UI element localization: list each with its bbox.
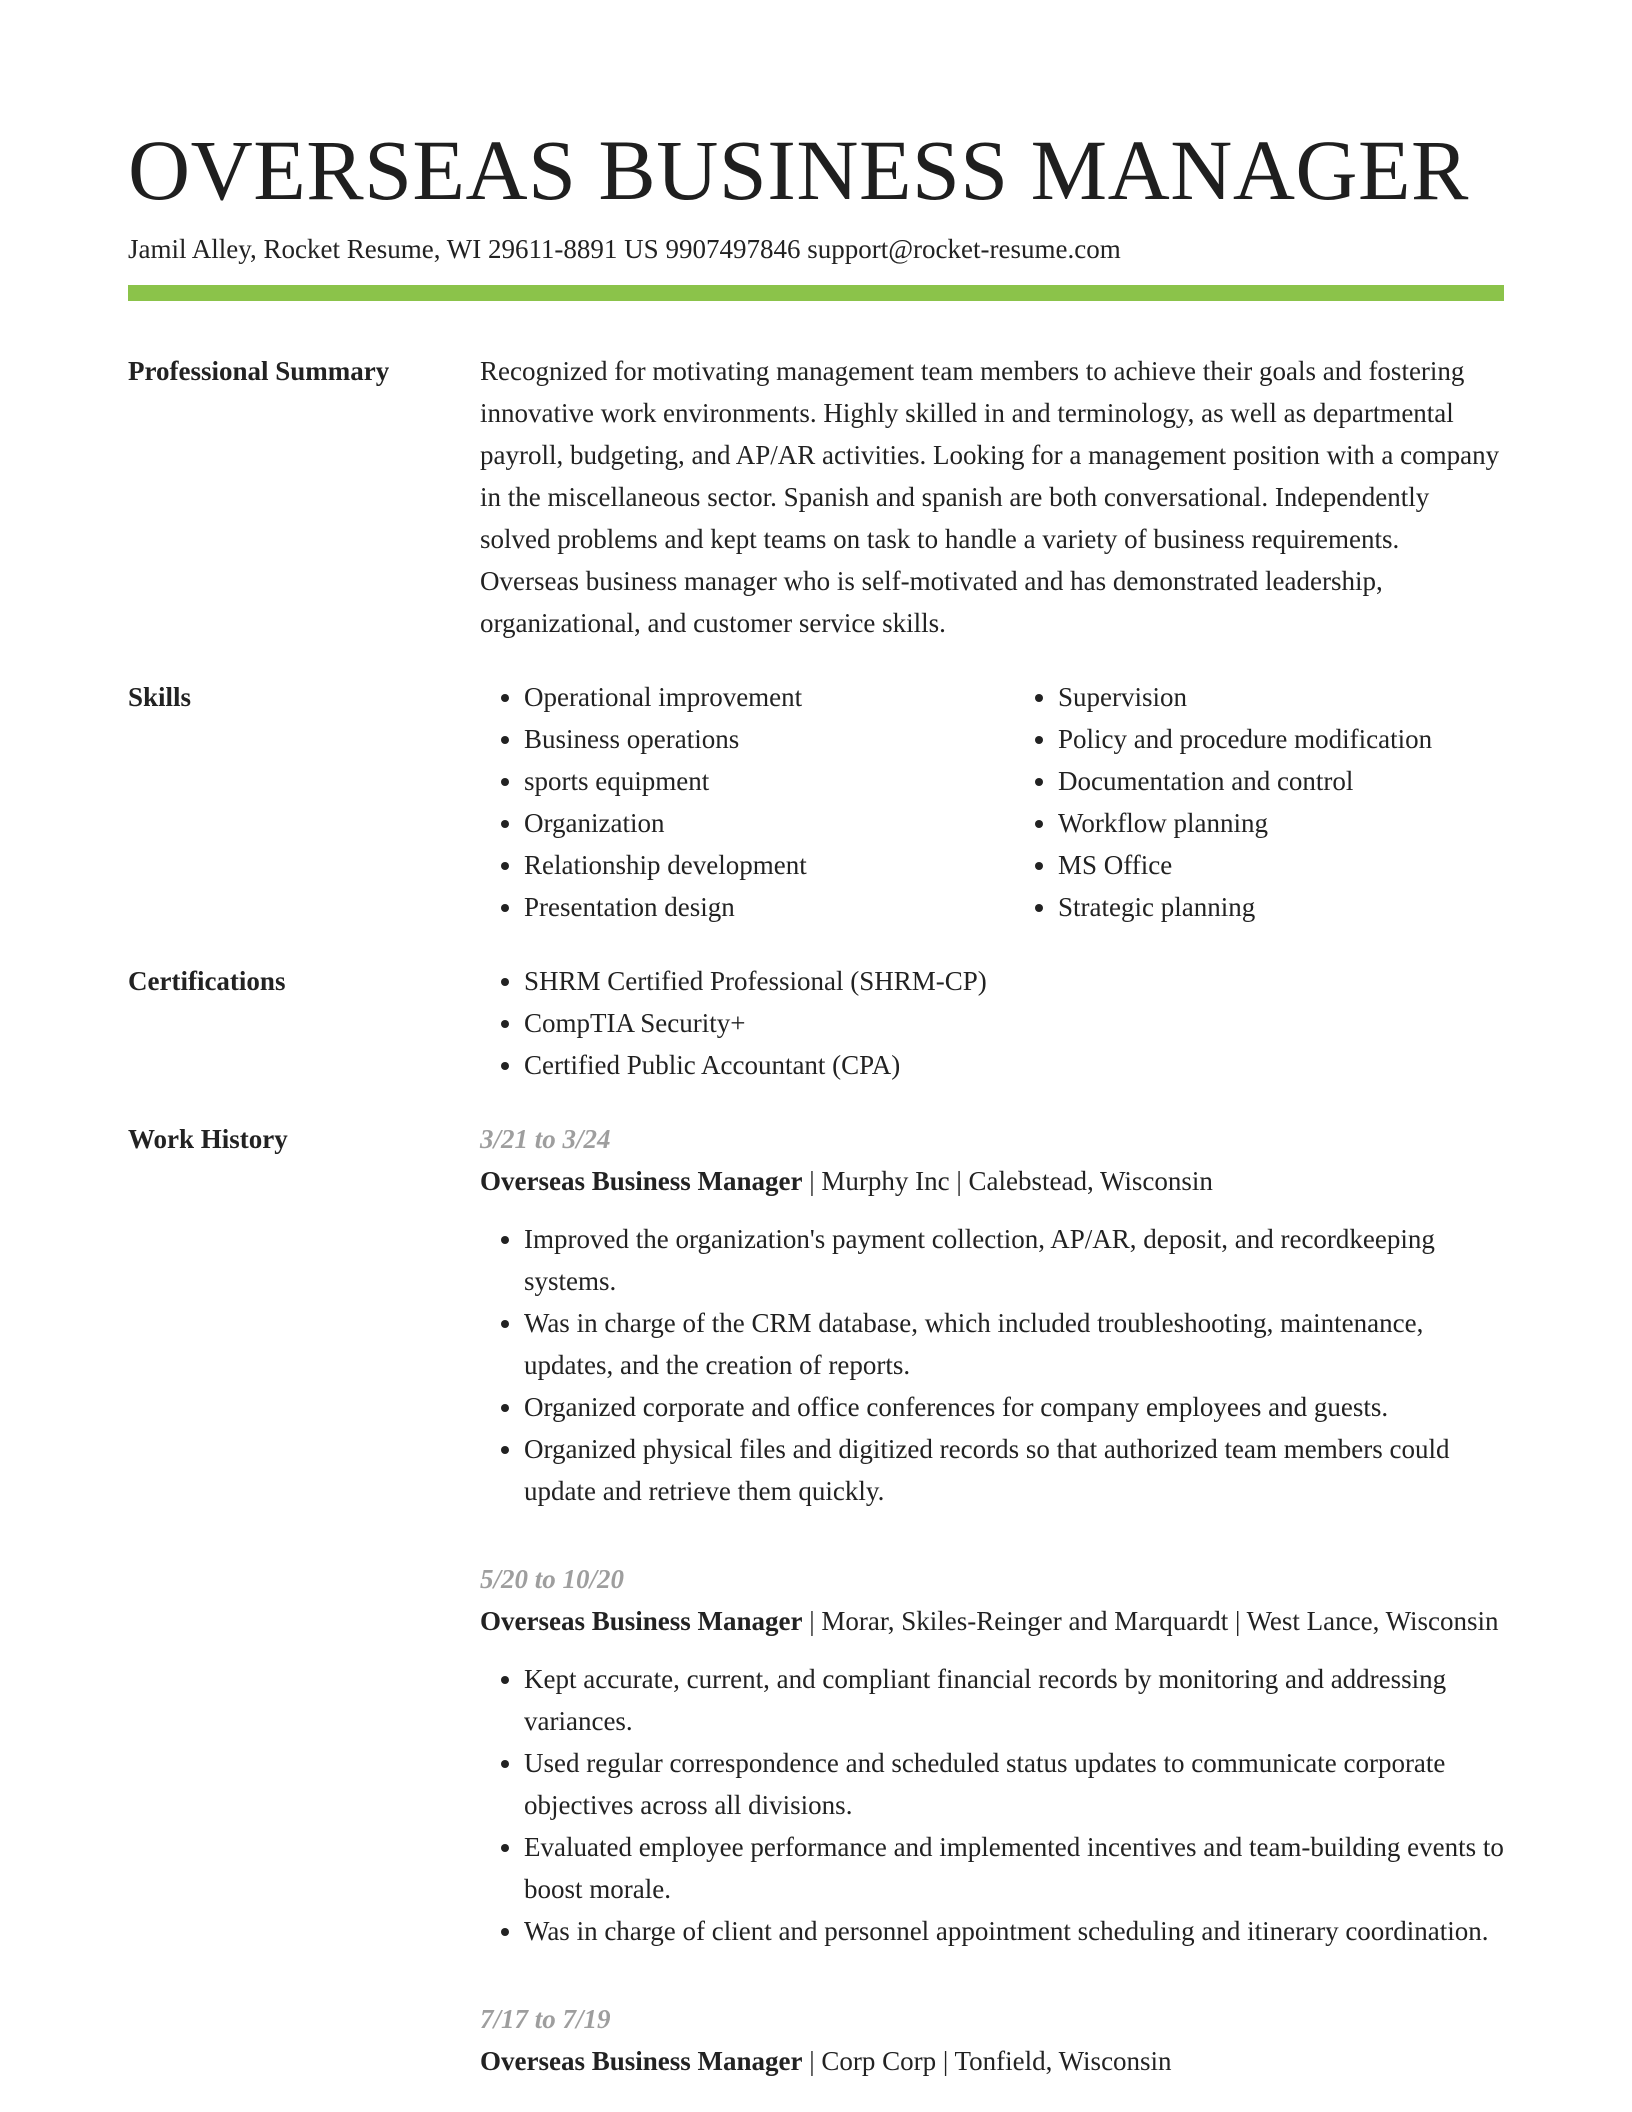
skill-item: • Relationship development [524,844,970,886]
certifications-heading: Certifications [128,966,286,996]
skill-item: • Operational improvement [524,676,970,718]
accent-divider [128,285,1504,301]
job-heading [480,2040,1504,2082]
job-entry [480,1118,1504,1512]
certifications-body [480,960,1504,1086]
job-dates: 3/21 to 3/24 [480,1124,611,1154]
skill-item: • Strategic planning [1058,886,1504,928]
skill-item: • MS Office [1058,844,1504,886]
job-dates: 7/17 to 7/19 [480,2004,611,2034]
skill-item: • Policy and procedure modification [1058,718,1504,760]
skill-item: • Business operations [524,718,970,760]
job-bullet: • Was in charge of client and personnel appointment scheduling and itinerary coordination. [524,1910,1504,1952]
job-bullet: • Organized physical files and digitized records so that authorized team members could update and retrieve them quickly. [524,1428,1504,1512]
job-employer-location: | Murphy Inc | Calebstead, Wisconsin [802,1166,1213,1196]
skills-list-left [480,676,970,928]
contact-line: Jamil Alley, Rocket Resume, WI 29611-8891 US 9907497846 support@rocket-resume.com [128,234,1121,264]
skills-columns [480,676,1504,928]
work-history-heading: Work History [128,1124,288,1154]
job-employer-location: | Morar, Skiles-Reinger and Marquardt | West Lance, Wisconsin [802,1606,1499,1636]
skills-body [480,676,1504,928]
summary-text: Recognized for motivating management team members to achieve their goals and fostering innovative work environments. Highly skilled in and terminology, as well as departmental payroll, budgeting, and AP/AR activities. Looking for a management position with a company in the miscellaneous sector. Spanish and spanish are both conversational. Independently solved problems and kept teams on task to handle a variety of business requirements. Overseas business manager who is self-motivated and has demonstrated leadership, organizational, and customer service skills. [480,356,1500,638]
skill-item: • Documentation and control [1058,760,1504,802]
certification-item: • CompTIA Security+ [524,1002,1504,1044]
certification-item: • SHRM Certified Professional (SHRM-CP) [524,960,1504,1002]
job-entry [480,1558,1504,1952]
certification-item: • Certified Public Accountant (CPA) [524,1044,1504,1086]
certifications-list [480,960,1504,1086]
job-bullet: • Evaluated employee performance and implemented incentives and team-building events to boost morale. [524,1826,1504,1910]
work-history-body [480,1118,1504,2082]
job-entry [480,1998,1504,2082]
job-title: Overseas Business Manager [480,2046,803,2076]
skills-list-right [1014,676,1504,928]
skill-item: • sports equipment [524,760,970,802]
job-bullet: • Improved the organization's payment collection, AP/AR, deposit, and recordkeeping systems. [524,1218,1504,1302]
job-bullets [480,1658,1504,1952]
job-dates: 5/20 to 10/20 [480,1564,625,1594]
job-bullet: • Used regular correspondence and scheduled status updates to communicate corporate objectives across all divisions. [524,1742,1504,1826]
job-heading [480,1600,1504,1642]
skill-item: • Workflow planning [1058,802,1504,844]
skill-item: • Presentation design [524,886,970,928]
job-bullet: • Organized corporate and office conferences for company employees and guests. [524,1386,1504,1428]
summary-body [480,350,1504,644]
job-heading [480,1160,1504,1202]
summary-heading: Professional Summary [128,356,390,386]
job-bullet: • Kept accurate, current, and compliant financial records by monitoring and addressing variances. [524,1658,1504,1742]
job-bullet: • Was in charge of the CRM database, which included troubleshooting, maintenance, updates, and the creation of reports. [524,1302,1504,1386]
job-title: Overseas Business Manager [480,1166,803,1196]
skills-heading: Skills [128,682,192,712]
job-bullets [480,1218,1504,1512]
job-employer-location: | Corp Corp | Tonfield, Wisconsin [802,2046,1172,2076]
skill-item: • Supervision [1058,676,1504,718]
job-title: Overseas Business Manager [480,1606,803,1636]
resume-title: OVERSEAS BUSINESS MANAGER [128,122,1469,218]
skill-item: • Organization [524,802,970,844]
